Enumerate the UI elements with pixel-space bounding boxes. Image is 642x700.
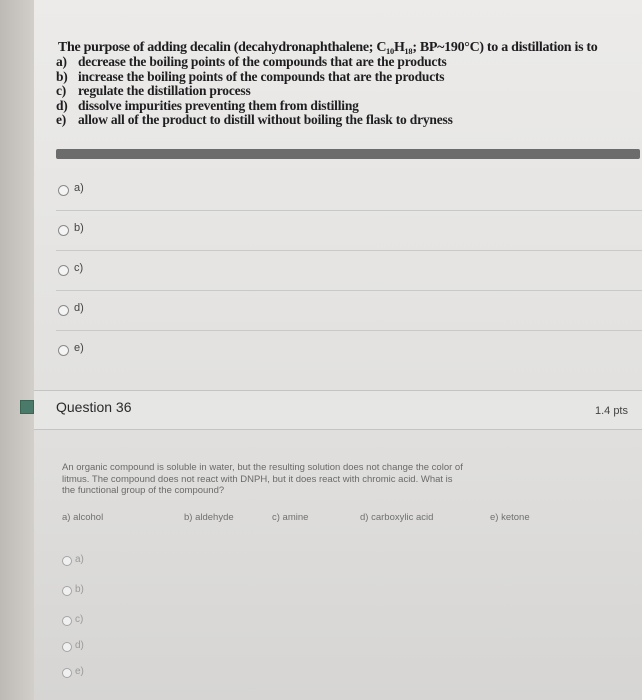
question-text-line: litmus. The compound does not react with DNPH, but it does react with chromic acid. What is bbox=[62, 473, 453, 485]
choice-text-a: a) decrease the boiling points of the compounds that are the products bbox=[56, 54, 447, 69]
divider-bar bbox=[56, 149, 640, 159]
choice-text-b: b) increase the boiling points of the compounds that are the products bbox=[56, 68, 445, 84]
radio-button[interactable] bbox=[58, 265, 69, 276]
screen-left-edge bbox=[0, 0, 34, 700]
answer-option-c[interactable] bbox=[56, 250, 642, 291]
q36-option-b[interactable] bbox=[62, 578, 622, 608]
option-label: a) bbox=[75, 554, 84, 565]
option-label: d) bbox=[75, 640, 84, 651]
choice-text-e: e) allow all of the product to distill without boiling the flask to dryness bbox=[56, 112, 453, 127]
option-label: b) bbox=[75, 584, 84, 595]
answer-choice-text: d) carboxylic acid bbox=[360, 512, 434, 523]
question-36-answer-list bbox=[62, 512, 602, 526]
option-label: e) bbox=[74, 342, 84, 354]
radio-button[interactable] bbox=[62, 642, 72, 652]
answer-option-d[interactable] bbox=[56, 290, 642, 331]
q36-option-e[interactable] bbox=[62, 660, 622, 690]
q36-option-a[interactable] bbox=[62, 548, 622, 578]
option-label: b) bbox=[74, 222, 84, 234]
answer-choice-text: a) alcohol bbox=[62, 512, 104, 523]
radio-button[interactable] bbox=[62, 556, 72, 566]
answer-choice-text: b) aldehyde bbox=[184, 512, 234, 523]
radio-button[interactable] bbox=[58, 225, 69, 236]
question-36-text bbox=[62, 462, 592, 497]
question-36-header bbox=[34, 390, 642, 430]
question-36-title: Question 36 bbox=[56, 399, 132, 415]
question-text-line: the functional group of the compound? bbox=[62, 485, 225, 496]
answer-choice-text: e) ketone bbox=[490, 512, 530, 523]
question-text-line: An organic compound is soluble in water, but the resulting solution does not change the color of bbox=[62, 462, 463, 473]
radio-button[interactable] bbox=[62, 616, 72, 626]
radio-button[interactable] bbox=[58, 185, 69, 196]
option-label: c) bbox=[74, 262, 84, 274]
quiz-page bbox=[34, 0, 642, 700]
question-prev-choices bbox=[56, 55, 453, 128]
answer-option-b[interactable] bbox=[56, 210, 642, 251]
flag-icon[interactable] bbox=[20, 400, 34, 414]
choice-text-d: d) dissolve impurities preventing them from distilling bbox=[56, 97, 359, 113]
radio-button[interactable] bbox=[58, 305, 69, 316]
answer-choice-text: c) amine bbox=[272, 512, 309, 523]
option-label: c) bbox=[75, 614, 84, 625]
option-label: d) bbox=[74, 302, 84, 314]
radio-button[interactable] bbox=[58, 345, 69, 356]
option-label: a) bbox=[74, 182, 84, 194]
radio-button[interactable] bbox=[62, 668, 72, 678]
radio-button[interactable] bbox=[62, 586, 72, 596]
answer-option-a[interactable] bbox=[56, 170, 642, 211]
choice-text-c: c) regulate the distillation process bbox=[56, 83, 251, 98]
question-36-points: 1.4 pts bbox=[594, 405, 628, 417]
answer-option-e[interactable] bbox=[56, 330, 642, 370]
question-prev-title: The purpose of adding decalin (decahydronaphthalene; C₁₀H₁₈; BP~190°C) to a distillation is to bbox=[58, 40, 598, 55]
option-label: e) bbox=[75, 666, 84, 677]
